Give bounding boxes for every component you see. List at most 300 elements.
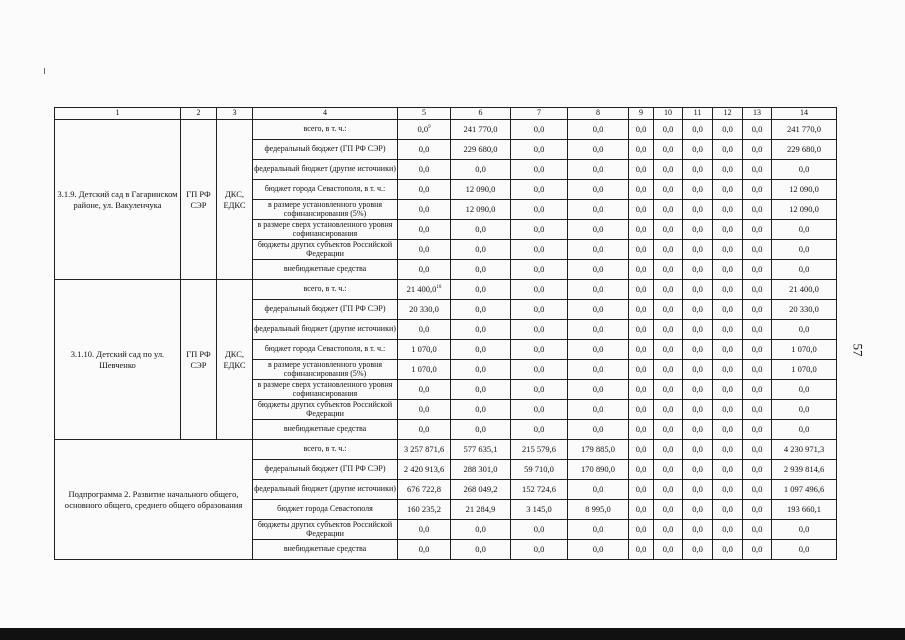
value-cell (451, 160, 511, 180)
column-number: 7 (511, 108, 568, 120)
value-cell (683, 440, 713, 460)
value-cell (398, 140, 451, 160)
value-cell (511, 180, 568, 200)
value-cell (743, 280, 772, 300)
value-text: 0,0 (662, 344, 674, 355)
value-text: 3 257 871,6 (403, 444, 445, 455)
value-text: 0,0 (692, 404, 703, 415)
value-cell (683, 240, 713, 260)
value-cell (451, 420, 511, 440)
value-cell (398, 400, 451, 420)
value-cell (654, 160, 683, 180)
value-text: 0,0 (417, 124, 429, 135)
value-cell (772, 440, 837, 460)
value-cell (713, 520, 743, 540)
column-number: 3 (217, 108, 253, 120)
value-cell (713, 440, 743, 460)
value-cell (568, 420, 629, 440)
value-text: 0,0 (533, 284, 545, 295)
value-text: 0,0 (662, 284, 674, 295)
value-text: 0,0 (662, 504, 674, 515)
value-cell (398, 120, 451, 140)
value-text: 193 660,1 (787, 504, 821, 515)
value-cell (511, 300, 568, 320)
value-cell (743, 260, 772, 280)
value-cell (772, 540, 837, 560)
value-text: 0,0 (798, 544, 810, 555)
value-text: 21 400,0 (406, 284, 437, 295)
value-cell (772, 140, 837, 160)
header-row (55, 108, 837, 120)
value-cell (743, 440, 772, 460)
value-text: 0,0 (592, 264, 604, 275)
value-cell (451, 260, 511, 280)
value-cell (568, 440, 629, 460)
value-text: 0,0 (722, 384, 733, 395)
value-cell (713, 200, 743, 220)
value-cell (629, 260, 654, 280)
value-text: 0,0 (533, 324, 545, 335)
value-cell (451, 400, 511, 420)
value-cell (654, 480, 683, 500)
value-cell (451, 500, 511, 520)
value-cell (629, 340, 654, 360)
value-cell (629, 280, 654, 300)
value-cell (511, 540, 568, 560)
value-text: 0,0 (418, 264, 430, 275)
value-cell (568, 520, 629, 540)
value-text: 676 722,8 (407, 484, 441, 495)
value-cell (683, 540, 713, 560)
value-cell (713, 460, 743, 480)
value-cell (743, 460, 772, 480)
value-text: 0,0 (635, 464, 647, 475)
value-cell (654, 120, 683, 140)
value-text: 0,0 (722, 504, 733, 515)
value-text: 0,0 (475, 544, 486, 555)
value-text: 0,0 (662, 264, 674, 275)
funding-source: федеральный бюджет (ГП РФ СЭР) (253, 300, 398, 320)
value-cell (398, 260, 451, 280)
value-cell (451, 180, 511, 200)
funding-source: всего, в т. ч.: (253, 280, 398, 300)
value-cell (398, 500, 451, 520)
value-cell (568, 380, 629, 400)
value-text: 229 680,0 (463, 144, 498, 155)
value-text: 0,0 (692, 324, 703, 335)
value-cell (713, 320, 743, 340)
scan-mark (44, 68, 45, 74)
value-text: 0,0 (722, 184, 733, 195)
value-cell (713, 540, 743, 560)
value-text: 0,0 (751, 264, 763, 275)
value-cell (713, 400, 743, 420)
value-cell (568, 220, 629, 240)
funding-source: в размере установленного уровня софинансирования (5%) (253, 200, 398, 220)
value-cell (511, 440, 568, 460)
value-cell (398, 440, 451, 460)
value-cell (568, 480, 629, 500)
value-text: 0,0 (475, 304, 486, 315)
value-cell (568, 540, 629, 560)
value-cell (743, 120, 772, 140)
column-number: 12 (713, 108, 743, 120)
value-cell (683, 180, 713, 200)
value-text: 0,0 (722, 424, 733, 435)
value-cell (511, 380, 568, 400)
value-cell (629, 440, 654, 460)
value-text: 0,0 (751, 164, 763, 175)
value-cell (511, 460, 568, 480)
value-cell (743, 480, 772, 500)
value-text: 0,0 (692, 204, 703, 215)
value-cell (772, 460, 837, 480)
value-cell (398, 480, 451, 500)
value-cell (398, 300, 451, 320)
funding-source: бюджет города Севастополя, в т. ч.: (253, 340, 398, 360)
value-text: 2 939 814,6 (783, 464, 825, 475)
value-cell (772, 300, 837, 320)
value-cell (713, 280, 743, 300)
value-text: 0,0 (418, 204, 430, 215)
value-text: 0,0 (533, 184, 545, 195)
value-cell (629, 460, 654, 480)
value-text: 12 090,0 (465, 204, 496, 215)
value-cell (629, 120, 654, 140)
value-cell (772, 420, 837, 440)
value-text: 0,0 (418, 424, 430, 435)
column-number: 9 (629, 108, 654, 120)
value-text: 0,0 (533, 304, 545, 315)
value-text: 0,0 (635, 384, 647, 395)
value-cell (772, 180, 837, 200)
value-cell (451, 300, 511, 320)
value-text: 0,0 (635, 304, 647, 315)
value-text: 0,0 (592, 544, 604, 555)
value-text: 0,0 (751, 364, 763, 375)
value-cell (743, 220, 772, 240)
value-text: 0,0 (662, 304, 674, 315)
value-text: 0,0 (722, 404, 733, 415)
value-text: 0,0 (635, 524, 647, 535)
value-text: 0,0 (475, 404, 486, 415)
value-cell (683, 360, 713, 380)
value-cell (772, 320, 837, 340)
value-text: 0,0 (533, 344, 545, 355)
value-text: 0,0 (592, 344, 604, 355)
value-cell (511, 220, 568, 240)
value-cell (743, 400, 772, 420)
value-text: 0,0 (533, 144, 545, 155)
value-text: 0,0 (692, 284, 703, 295)
value-text: 0,0 (533, 224, 545, 235)
value-cell (629, 300, 654, 320)
value-text: 0,0 (692, 344, 703, 355)
value-text: 59 710,0 (524, 464, 554, 475)
value-cell (743, 340, 772, 360)
value-text: 0,0 (692, 304, 703, 315)
value-cell (398, 460, 451, 480)
value-cell (772, 240, 837, 260)
value-cell (511, 160, 568, 180)
column-number: 11 (683, 108, 713, 120)
value-cell (683, 520, 713, 540)
value-cell (654, 200, 683, 220)
value-text: 0,0 (722, 484, 733, 495)
value-cell (511, 340, 568, 360)
value-text: 0,0 (662, 464, 674, 475)
value-text: 0,0 (692, 124, 703, 135)
value-cell (398, 220, 451, 240)
value-cell (451, 220, 511, 240)
value-cell (451, 540, 511, 560)
value-text: 0,0 (533, 544, 545, 555)
funding-source: в размере установленного уровня софинансирования (5%) (253, 360, 398, 380)
table-row (55, 280, 837, 300)
value-text: 0,0 (722, 444, 733, 455)
value-text: 0,0 (635, 444, 647, 455)
scan-bottom-edge (0, 628, 905, 640)
value-cell (451, 340, 511, 360)
value-cell (713, 380, 743, 400)
value-text: 1 070,0 (411, 344, 437, 355)
value-cell (629, 480, 654, 500)
value-text: 1 097 496,6 (783, 484, 825, 495)
value-cell (451, 360, 511, 380)
value-text: 0,0 (751, 524, 763, 535)
value-text: 0,0 (418, 144, 430, 155)
value-text: 12 090,0 (465, 184, 496, 195)
table-body (55, 120, 837, 560)
value-cell (683, 420, 713, 440)
value-cell (398, 240, 451, 260)
value-text: 0,0 (635, 344, 647, 355)
value-text: 0,0 (475, 164, 486, 175)
value-cell (683, 140, 713, 160)
value-cell (772, 480, 837, 500)
value-text: 0,0 (592, 124, 604, 135)
value-text: 229 680,0 (787, 144, 821, 155)
value-cell (511, 280, 568, 300)
value-text: 179 885,0 (581, 444, 615, 455)
value-text: 0,0 (751, 144, 763, 155)
funding-source: федеральный бюджет (другие источники) (253, 160, 398, 180)
value-cell (629, 540, 654, 560)
value-text: 0,0 (662, 144, 674, 155)
value-cell (772, 120, 837, 140)
value-cell (683, 160, 713, 180)
value-text: 21 400,0 (789, 284, 819, 295)
value-cell (683, 480, 713, 500)
value-text: 0,0 (533, 124, 545, 135)
value-text: 0,0 (533, 244, 545, 255)
value-text: 0,0 (635, 204, 647, 215)
value-cell (683, 380, 713, 400)
value-text: 0,0 (635, 264, 647, 275)
value-text: 0,0 (475, 344, 486, 355)
value-cell (568, 260, 629, 280)
value-text: 0,0 (722, 304, 733, 315)
value-cell (629, 360, 654, 380)
value-text: 0,0 (662, 244, 674, 255)
value-text: 0,0 (635, 124, 647, 135)
value-cell (743, 500, 772, 520)
value-text: 20 330,0 (789, 304, 819, 315)
value-text: 0,0 (592, 304, 604, 315)
responsible-cell: ГП РФ СЭР (181, 280, 217, 440)
value-cell (683, 260, 713, 280)
value-text: 2 420 913,6 (403, 464, 445, 475)
value-text: 0,0 (662, 164, 674, 175)
value-text: 0,0 (662, 204, 674, 215)
value-cell (713, 300, 743, 320)
value-cell (743, 320, 772, 340)
value-cell (511, 120, 568, 140)
funding-source: всего, в т. ч.: (253, 120, 398, 140)
value-cell (568, 160, 629, 180)
value-text: 0,0 (475, 424, 486, 435)
value-cell (568, 460, 629, 480)
value-text: 0,0 (692, 184, 703, 195)
value-text: 0,0 (692, 244, 703, 255)
value-text: 0,0 (635, 224, 647, 235)
value-text: 0,0 (533, 204, 545, 215)
value-cell (683, 500, 713, 520)
value-text: 0,0 (592, 424, 604, 435)
value-text: 0,0 (475, 524, 486, 535)
value-text: 0,0 (533, 404, 545, 415)
executor-cell: ДКС, ЕДКС (217, 120, 253, 280)
value-text: 0,0 (722, 544, 733, 555)
value-text: 0,0 (592, 524, 604, 535)
value-text: 0,0 (692, 384, 703, 395)
value-cell (629, 200, 654, 220)
value-cell (568, 200, 629, 220)
value-text: 0,0 (533, 524, 545, 535)
value-text: 0,0 (592, 224, 604, 235)
value-text: 0,0 (418, 184, 430, 195)
value-cell (683, 220, 713, 240)
value-cell (398, 520, 451, 540)
funding-source: бюджет города Севастополя (253, 500, 398, 520)
value-cell (568, 400, 629, 420)
value-cell (568, 180, 629, 200)
value-cell (511, 420, 568, 440)
value-text: 0,0 (662, 184, 674, 195)
column-number: 1 (55, 108, 181, 120)
value-cell (398, 280, 451, 300)
value-cell (568, 340, 629, 360)
value-text: 0,0 (475, 284, 486, 295)
funding-source: федеральный бюджет (другие источники) (253, 320, 398, 340)
value-text: 0,0 (692, 264, 703, 275)
value-text: 0,0 (722, 344, 733, 355)
value-cell (398, 380, 451, 400)
value-text: 0,0 (751, 344, 763, 355)
value-text: 0,0 (418, 404, 430, 415)
value-text: 0,0 (798, 524, 810, 535)
value-cell (629, 380, 654, 400)
value-text: 12 090,0 (789, 184, 819, 195)
value-text: 1 070,0 (791, 364, 817, 375)
value-text: 12 090,0 (789, 204, 819, 215)
value-cell (772, 360, 837, 380)
value-text: 152 724,6 (522, 484, 556, 495)
value-cell (654, 460, 683, 480)
table-row (55, 440, 837, 460)
value-text: 0,0 (418, 224, 430, 235)
value-cell (629, 320, 654, 340)
footnote-mark: 10 (436, 285, 442, 291)
column-number: 8 (568, 108, 629, 120)
value-cell (511, 320, 568, 340)
value-text: 0,0 (533, 264, 545, 275)
value-cell (629, 400, 654, 420)
value-cell (683, 280, 713, 300)
value-text: 0,0 (751, 204, 763, 215)
value-cell (568, 360, 629, 380)
value-text: 0,0 (798, 384, 810, 395)
value-text: 0,0 (635, 404, 647, 415)
funding-source: внебюджетные средства (253, 540, 398, 560)
value-cell (713, 420, 743, 440)
value-text: 0,0 (662, 484, 674, 495)
value-text: 0,0 (722, 284, 733, 295)
value-cell (743, 180, 772, 200)
value-cell (654, 340, 683, 360)
value-text: 0,0 (592, 384, 604, 395)
measure-name: 3.1.9. Детский сад в Гагаринском районе, ул. Вакуленчука (55, 120, 181, 280)
value-text: 0,0 (751, 324, 763, 335)
value-text: 0,0 (533, 384, 545, 395)
value-cell (568, 300, 629, 320)
value-text: 170 890,0 (581, 464, 615, 475)
value-text: 0,0 (722, 244, 733, 255)
measure-name: 3.1.10. Детский сад по ул. Шевченко (55, 280, 181, 440)
value-text: 21 284,9 (465, 504, 496, 515)
value-cell (743, 200, 772, 220)
value-cell (772, 260, 837, 280)
value-cell (654, 180, 683, 200)
value-cell (398, 180, 451, 200)
value-cell (511, 500, 568, 520)
value-text: 0,0 (418, 244, 430, 255)
value-cell (713, 480, 743, 500)
value-cell (743, 240, 772, 260)
funding-source: федеральный бюджет (ГП РФ СЭР) (253, 140, 398, 160)
value-text: 0,0 (592, 144, 604, 155)
value-cell (629, 240, 654, 260)
value-text: 0,0 (798, 164, 810, 175)
value-cell (683, 200, 713, 220)
executor-cell: ДКС, ЕДКС (217, 280, 253, 440)
value-text: 0,0 (475, 324, 486, 335)
value-cell (743, 160, 772, 180)
value-cell (568, 500, 629, 520)
value-cell (451, 460, 511, 480)
value-text: 0,0 (692, 524, 703, 535)
value-cell (654, 440, 683, 460)
value-cell (772, 280, 837, 300)
value-cell (654, 540, 683, 560)
value-cell (451, 120, 511, 140)
value-text: 4 230 971,3 (783, 444, 825, 455)
value-text: 0,0 (592, 244, 604, 255)
value-cell (451, 480, 511, 500)
value-text: 0,0 (418, 164, 430, 175)
value-text: 0,0 (722, 204, 733, 215)
value-text: 0,0 (722, 324, 733, 335)
